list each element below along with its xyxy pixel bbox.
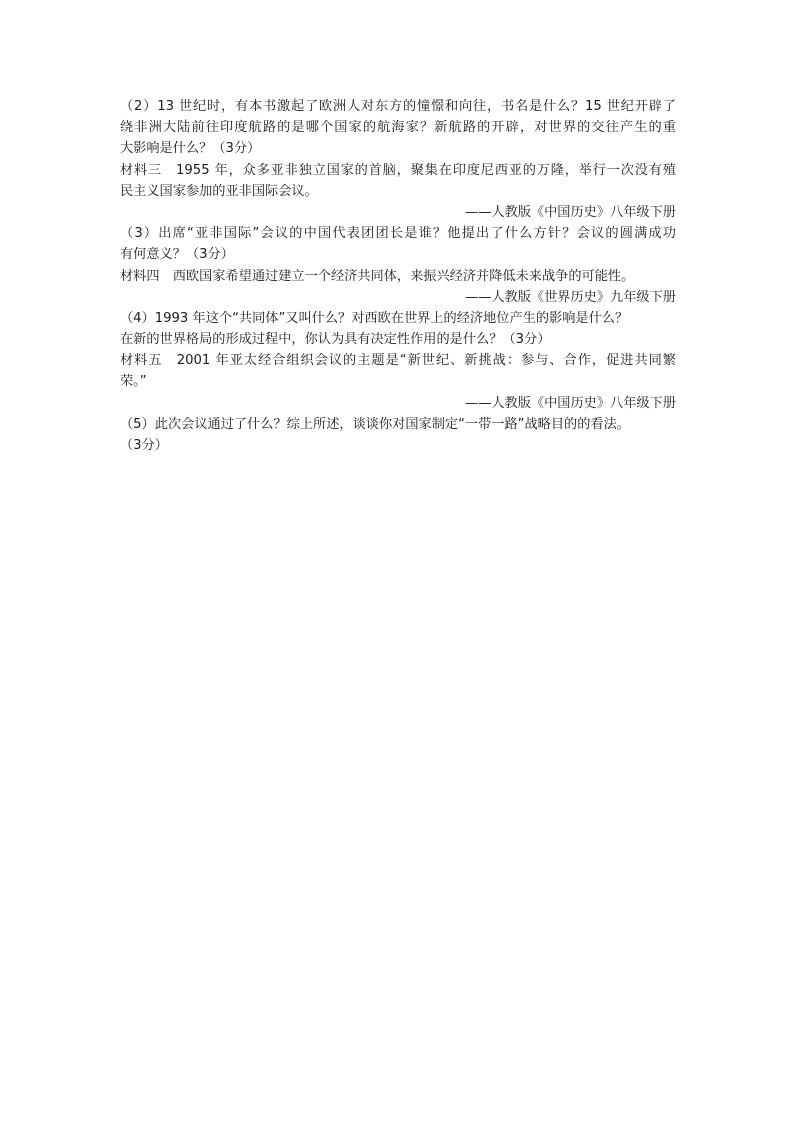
material-5-source: ——人教版《中国历史》八年级下册 [465,395,676,411]
document-body [120,96,676,456]
material-3-line-2: 民主义国家参加的亚非国际会议。 [120,183,318,199]
material-3-source: ——人教版《中国历史》八年级下册 [465,204,676,220]
question-4-line-2: 在新的世界格局的形成过程中，你认为具有决定性作用的是什么？（3分） [120,332,551,348]
material-4-source: ——人教版《世界历史》九年级下册 [465,289,676,305]
question-2-line-1: （2）13 世纪时，有本书激起了欧洲人对东方的憧憬和向往，书名是什么？15 世纪开辟了 [120,99,676,114]
material-5-line-2: 荣。” [120,374,147,390]
question-3-line-2: 有何意义？（3分） [120,247,234,263]
question-5-line-2: （3分） [120,438,168,453]
material-4-line-1: 材料四 西欧国家希望通过建立一个经济共同体，来振兴经济并降低未来战争的可能性。 [120,268,635,284]
material-3-line-1: 材料三 1955 年，众多亚非独立国家的首脑，聚集在印度尼西亚的万隆，举行一次没有殖 [120,162,676,178]
question-5-line-1: （5）此次会议通过了什么？综上所述，谈谈你对国家制定“一带一路”战略目的的看法。 [120,416,630,432]
material-5-line-1: 材料五 2001 年亚太经合组织会议的主题是“新世纪、新挑战：参与、合作，促进共同繁 [120,353,676,369]
question-2-line-3: 大影响是什么？（3分） [120,141,261,157]
question-2-line-2: 绕非洲大陆前往印度航路的是哪个国家的航海家？新航路的开辟，对世界的交往产生的重 [120,120,676,136]
question-4-line-1: （4）1993 年这个“共同体”又叫什么？对西欧在世界上的经济地位产生的影响是什么？ [120,310,629,326]
question-3-line-1: （3）出席“亚非国际”会议的中国代表团团长是谁？他提出了什么方针？会议的圆满成功 [120,226,676,242]
